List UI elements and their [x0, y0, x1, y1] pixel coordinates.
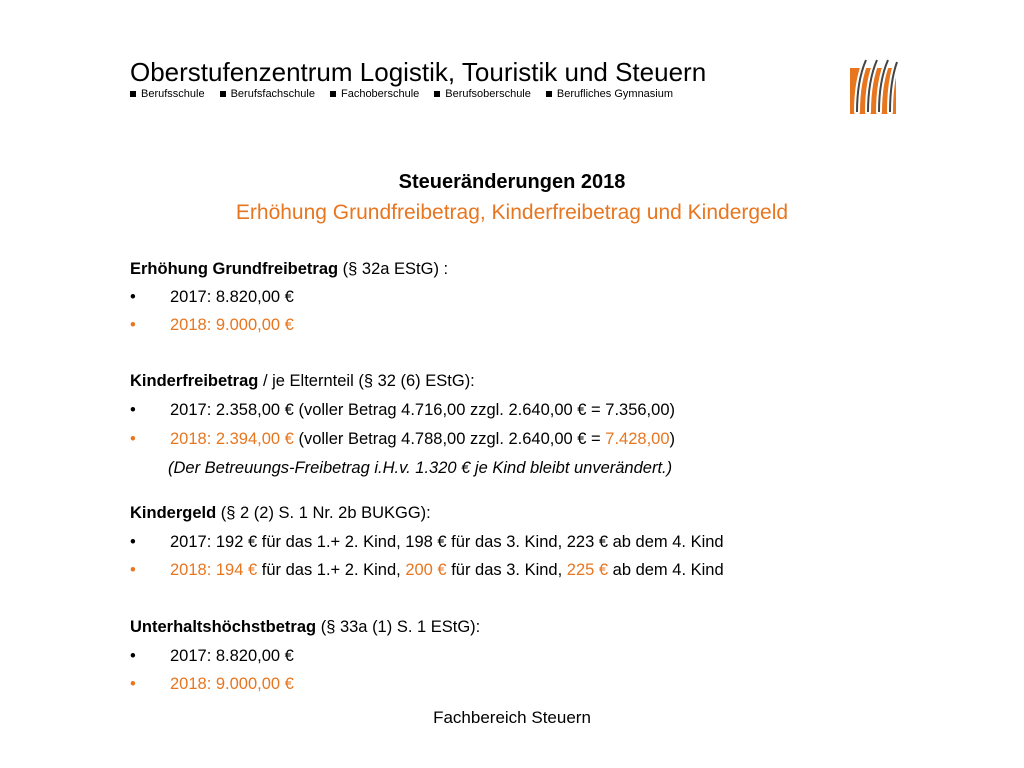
school-type-item	[130, 87, 205, 101]
list-item	[130, 673, 294, 695]
section-heading-kindergeld	[130, 502, 431, 524]
list-item-text: 2017: 8.820,00 €	[170, 647, 294, 665]
bullet-marker: •	[130, 561, 136, 579]
school-type-label: Berufliches Gymnasium	[556, 88, 674, 100]
list-item-text: 2017: 8.820,00 €	[170, 288, 294, 306]
school-type-item	[330, 87, 419, 101]
square-bullet-icon	[220, 91, 226, 97]
bullet-marker: •	[130, 533, 136, 551]
section-heading-unterhalt	[130, 616, 480, 638]
list-item-text: 2018: 194 € für das 1.+ 2. Kind, 200 € für das 3. Kind, 225 € ab dem 4. Kind	[170, 561, 724, 579]
list-item-text: 2018: 9.000,00 €	[170, 675, 294, 693]
square-bullet-icon	[130, 91, 136, 97]
list-item	[130, 314, 294, 336]
list-item	[130, 399, 675, 421]
school-type-label: Fachoberschule	[340, 88, 420, 100]
footer-text: Fachbereich Steuern	[433, 708, 591, 727]
osz-logo-icon	[848, 56, 898, 116]
heading-rest: / je Elternteil (§ 32 (6) EStG):	[258, 372, 475, 390]
square-bullet-icon	[546, 91, 552, 97]
list-item	[130, 531, 724, 553]
slide-title: Steueränderungen 2018	[398, 171, 626, 193]
list-item-text: 2017: 192 € für das 1.+ 2. Kind, 198 € für das 3. Kind, 223 € ab dem 4. Kind	[170, 533, 724, 551]
square-bullet-icon	[434, 91, 440, 97]
bullet-marker: •	[130, 401, 136, 419]
list-item	[130, 428, 675, 450]
square-bullet-icon	[330, 91, 336, 97]
heading-bold: Kinderfreibetrag	[130, 372, 259, 390]
note-text: (Der Betreuungs-Freibetrag i.H.v. 1.320 € je Kind bleibt unverändert.)	[168, 459, 673, 477]
bullet-marker: •	[130, 675, 136, 693]
heading-bold: Kindergeld	[130, 504, 217, 522]
list-item	[130, 559, 724, 581]
list-item	[130, 645, 294, 667]
heading-rest: (§ 33a (1) S. 1 EStG):	[316, 618, 481, 636]
school-type-item	[220, 87, 315, 101]
list-item-text: 2018: 9.000,00 €	[170, 316, 294, 334]
bullet-marker: •	[130, 430, 136, 448]
organization-title: Oberstufenzentrum Logistik, Touristik und Steuern	[130, 57, 707, 87]
list-item-text: 2017: 2.358,00 € (voller Betrag 4.716,00 zzgl. 2.640,00 € = 7.356,00)	[170, 401, 675, 419]
bullet-marker: •	[130, 647, 136, 665]
school-type-item	[546, 87, 673, 101]
list-item-text: 2018: 2.394,00 € (voller Betrag 4.788,00 zzgl. 2.640,00 € = 7.428,00)	[170, 430, 676, 448]
heading-rest: (§ 32a EStG) :	[338, 260, 449, 278]
heading-bold: Erhöhung Grundfreibetrag	[130, 260, 339, 278]
school-type-item	[434, 87, 531, 101]
list-item	[130, 286, 294, 308]
bullet-marker: •	[130, 316, 136, 334]
bullet-marker: •	[130, 288, 136, 306]
school-types-list	[130, 87, 688, 101]
school-type-label: Berufsfachschule	[230, 88, 315, 100]
section-heading-kinderfreibetrag	[130, 370, 475, 392]
heading-bold: Unterhaltshöchstbetrag	[130, 618, 317, 636]
school-type-label: Berufsoberschule	[445, 88, 531, 100]
heading-rest: (§ 2 (2) S. 1 Nr. 2b BUKGG):	[216, 504, 431, 522]
school-type-label: Berufsschule	[141, 88, 205, 100]
slide-subtitle: Erhöhung Grundfreibetrag, Kinderfreibetrag und Kindergeld	[235, 201, 789, 224]
section-heading-grundfreibetrag	[130, 258, 448, 280]
